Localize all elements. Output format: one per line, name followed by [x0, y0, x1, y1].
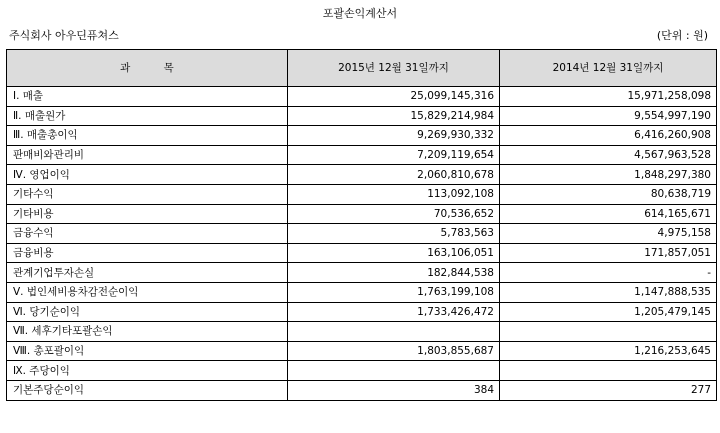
- row-value-2015: 1,733,426,472: [288, 302, 500, 322]
- row-label: Ⅸ. 주당이익: [7, 361, 288, 381]
- header-account: 과 목: [7, 50, 288, 87]
- table-row: [7, 145, 717, 165]
- table-row: [7, 322, 717, 342]
- table-row: [7, 224, 717, 244]
- income-statement-table: [6, 49, 717, 401]
- row-value-2014: 1,147,888,535: [500, 282, 717, 302]
- row-value-2015: 2,060,810,678: [288, 165, 500, 185]
- row-label: Ⅱ. 매출원가: [7, 106, 288, 126]
- row-label: Ⅰ. 매출: [7, 87, 288, 107]
- row-label: 기타수익: [7, 184, 288, 204]
- row-value-2014: 277: [500, 380, 717, 400]
- row-value-2014: 1,205,479,145: [500, 302, 717, 322]
- table-row: [7, 87, 717, 107]
- table-row: [7, 380, 717, 400]
- row-value-2015: 5,783,563: [288, 224, 500, 244]
- table-row: [7, 243, 717, 263]
- row-value-2015: 70,536,652: [288, 204, 500, 224]
- row-value-2015: 25,099,145,316: [288, 87, 500, 107]
- table-row: [7, 204, 717, 224]
- row-value-2014: 1,848,297,380: [500, 165, 717, 185]
- row-value-2015: 113,092,108: [288, 184, 500, 204]
- table-row: [7, 126, 717, 146]
- row-value-2014: 9,554,997,190: [500, 106, 717, 126]
- table-header-row: [7, 50, 717, 87]
- row-label: Ⅶ. 세후기타포괄손익: [7, 322, 288, 342]
- document-title: 포괄손익계산서: [322, 7, 398, 20]
- row-label: 금융수익: [7, 224, 288, 244]
- row-value-2014: [500, 361, 717, 381]
- row-value-2015: 9,269,930,332: [288, 126, 500, 146]
- row-value-2015: 7,209,119,654: [288, 145, 500, 165]
- row-value-2014: -: [500, 263, 717, 283]
- header-2014: 2014년 12월 31일까지: [500, 50, 717, 87]
- table-row: [7, 282, 717, 302]
- unit-label: (단위 : 원): [656, 29, 708, 42]
- row-label: 금융비용: [7, 243, 288, 263]
- row-value-2014: 614,165,671: [500, 204, 717, 224]
- row-value-2014: 6,416,260,908: [500, 126, 717, 146]
- row-label: 기타비용: [7, 204, 288, 224]
- row-value-2015: 1,763,199,108: [288, 282, 500, 302]
- row-value-2014: 1,216,253,645: [500, 341, 717, 361]
- row-value-2014: 80,638,719: [500, 184, 717, 204]
- row-label: 기본주당순이익: [7, 380, 288, 400]
- table-row: [7, 302, 717, 322]
- row-value-2014: 15,971,258,098: [500, 87, 717, 107]
- row-label: Ⅲ. 매출총이익: [7, 126, 288, 146]
- table-row: [7, 165, 717, 185]
- row-label: 관계기업투자손실: [7, 263, 288, 283]
- row-value-2014: 4,567,963,528: [500, 145, 717, 165]
- row-value-2015: [288, 322, 500, 342]
- table-row: [7, 184, 717, 204]
- row-value-2014: 171,857,051: [500, 243, 717, 263]
- row-value-2014: 4,975,158: [500, 224, 717, 244]
- company-name: 주식회사 아우딘퓨쳐스: [9, 29, 119, 42]
- row-value-2015: 163,106,051: [288, 243, 500, 263]
- row-value-2015: 384: [288, 380, 500, 400]
- row-value-2015: 1,803,855,687: [288, 341, 500, 361]
- row-label: Ⅳ. 영업이익: [7, 165, 288, 185]
- table-row: [7, 263, 717, 283]
- row-label: 판매비와관리비: [7, 145, 288, 165]
- row-value-2015: 15,829,214,984: [288, 106, 500, 126]
- row-value-2014: [500, 322, 717, 342]
- header-2015: 2015년 12월 31일까지: [288, 50, 500, 87]
- row-value-2015: [288, 361, 500, 381]
- row-label: Ⅴ. 법인세비용차감전순이익: [7, 282, 288, 302]
- table-row: [7, 341, 717, 361]
- table-row: [7, 106, 717, 126]
- row-label: Ⅷ. 총포괄이익: [7, 341, 288, 361]
- row-label: Ⅵ. 당기순이익: [7, 302, 288, 322]
- row-value-2015: 182,844,538: [288, 263, 500, 283]
- table-row: [7, 361, 717, 381]
